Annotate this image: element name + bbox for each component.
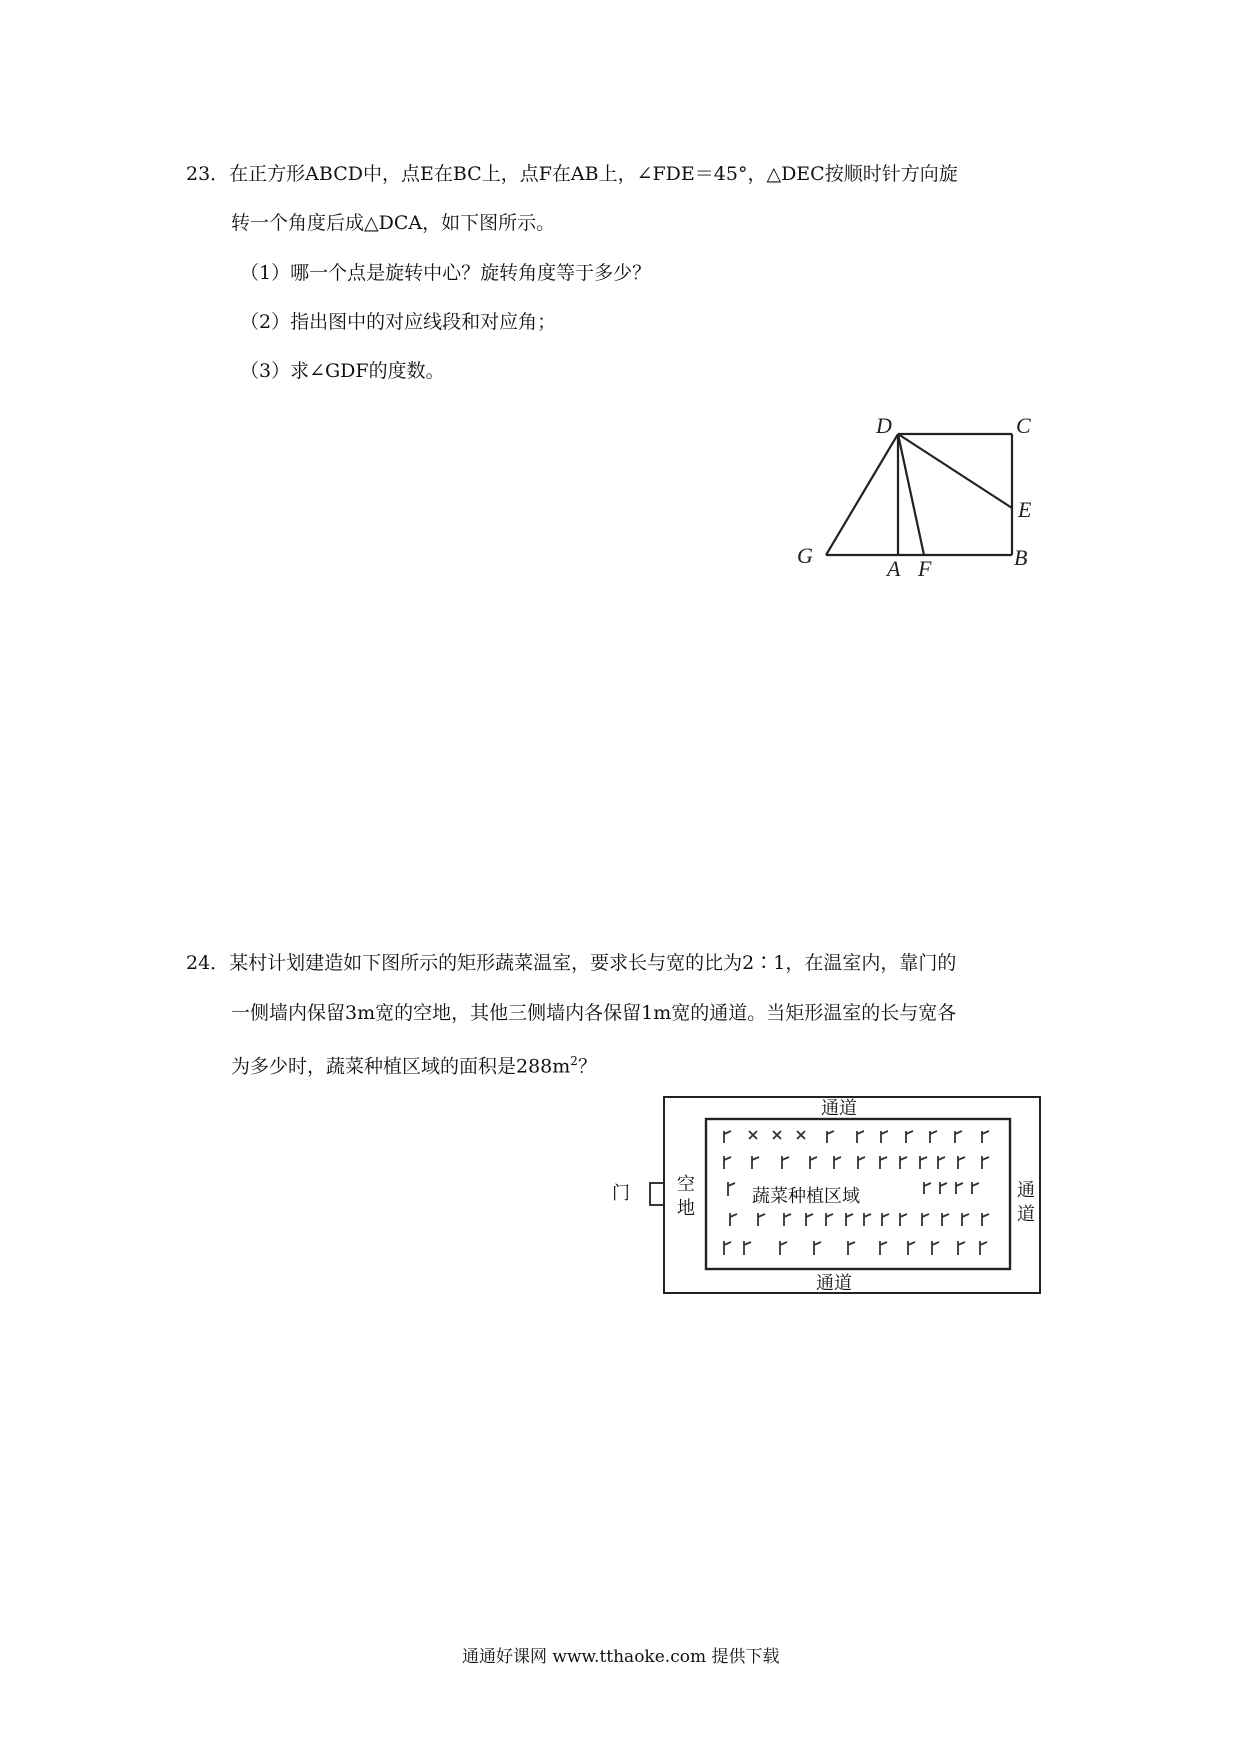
plant-mark	[773, 1131, 781, 1139]
label-d: D	[876, 413, 892, 438]
plant-mark	[780, 1241, 787, 1255]
plant-mark	[972, 1182, 979, 1194]
plant-mark	[924, 1182, 931, 1194]
label-f: F	[918, 556, 932, 581]
plant-mark	[920, 1156, 927, 1169]
plant-mark	[846, 1213, 853, 1226]
q23-sub2: （2）指出图中的对应线段和对应角；	[240, 311, 557, 333]
plant-mark	[982, 1131, 989, 1143]
plant-mark	[881, 1131, 888, 1143]
plant-mark	[814, 1241, 821, 1255]
plant-mark	[752, 1156, 759, 1169]
door-label: 门	[612, 1183, 630, 1204]
plant-mark	[826, 1213, 833, 1226]
plant-mark	[834, 1156, 841, 1169]
q24-superscript: 2	[570, 1054, 578, 1068]
label-g: G	[797, 543, 813, 568]
q24-line3-end: ？	[577, 1055, 597, 1078]
door-marker	[650, 1183, 664, 1205]
plant-mark	[724, 1241, 731, 1255]
label-a: A	[887, 556, 901, 581]
plant-mark	[922, 1213, 929, 1226]
q24-line3-text: 为多少时，蔬菜种植区域的面积是288m	[231, 1055, 571, 1078]
plant-mark	[864, 1213, 871, 1226]
plant-mark	[882, 1213, 889, 1226]
plant-mark	[942, 1213, 949, 1226]
q23-line1: 23．在正方形ABCD中，点E在BC上，点F在AB上，∠FDE＝45°，△DEC按顺时针方向旋	[186, 163, 958, 185]
plant-mark	[906, 1131, 913, 1143]
plant-mark	[880, 1241, 887, 1255]
plant-mark	[848, 1241, 855, 1255]
open-space-label-2: 地	[677, 1198, 695, 1219]
plant-mark	[857, 1131, 864, 1143]
plant-mark	[982, 1213, 989, 1226]
plant-mark	[744, 1241, 751, 1255]
plant-mark	[958, 1156, 965, 1169]
plant-mark	[797, 1131, 805, 1139]
plant-mark	[728, 1182, 735, 1196]
passage-right-label-2: 道	[1017, 1204, 1035, 1225]
plant-mark	[908, 1241, 915, 1255]
plant-mark	[930, 1131, 937, 1143]
plant-mark	[880, 1156, 887, 1169]
plant-mark	[858, 1156, 865, 1169]
page-footer: 通通好课网 www.tthaoke.com 提供下载	[462, 1647, 780, 1667]
plant-mark	[810, 1156, 817, 1169]
plant-mark	[784, 1213, 791, 1226]
plant-mark	[956, 1182, 963, 1194]
passage-bottom-label: 通道	[816, 1273, 852, 1294]
plant-mark	[724, 1131, 731, 1143]
plant-mark	[962, 1213, 969, 1226]
label-b: B	[1014, 545, 1028, 570]
plant-mark	[758, 1213, 765, 1226]
q24-line1: 24．某村计划建造如下图所示的矩形蔬菜温室，要求长与宽的比为2∶1，在温室内，靠门的	[186, 952, 957, 974]
plant-mark	[724, 1156, 731, 1169]
plant-mark	[932, 1241, 939, 1255]
planting-area-label: 蔬菜种植区域	[752, 1186, 860, 1207]
plant-mark	[730, 1213, 737, 1226]
plant-mark	[958, 1241, 965, 1255]
plant-mark	[900, 1213, 907, 1226]
passage-right-label-1: 通	[1017, 1180, 1035, 1201]
plant-mark	[806, 1213, 813, 1226]
passage-top-label: 通道	[821, 1098, 857, 1119]
plant-mark	[900, 1156, 907, 1169]
plant-mark	[938, 1156, 945, 1169]
plant-mark	[955, 1131, 962, 1143]
q23-line2: 转一个角度后成△DCA，如下图所示。	[231, 212, 556, 234]
open-space-label-1: 空	[677, 1174, 695, 1195]
q24-line2: 一侧墙内保留3m宽的空地，其他三侧墙内各保留1m宽的通道。当矩形温室的长与宽各	[231, 1002, 957, 1024]
plant-mark	[980, 1241, 987, 1255]
label-e: E	[1018, 497, 1032, 522]
q23-sub1: （1）哪一个点是旋转中心？旋转角度等于多少？	[240, 262, 652, 284]
q23-sub3: （3）求∠GDF的度数。	[240, 360, 445, 382]
label-c: C	[1016, 413, 1031, 438]
plant-mark	[940, 1182, 947, 1194]
plant-mark	[749, 1131, 757, 1139]
plant-mark	[782, 1156, 789, 1169]
plant-mark	[827, 1131, 834, 1143]
plant-mark	[982, 1156, 989, 1169]
